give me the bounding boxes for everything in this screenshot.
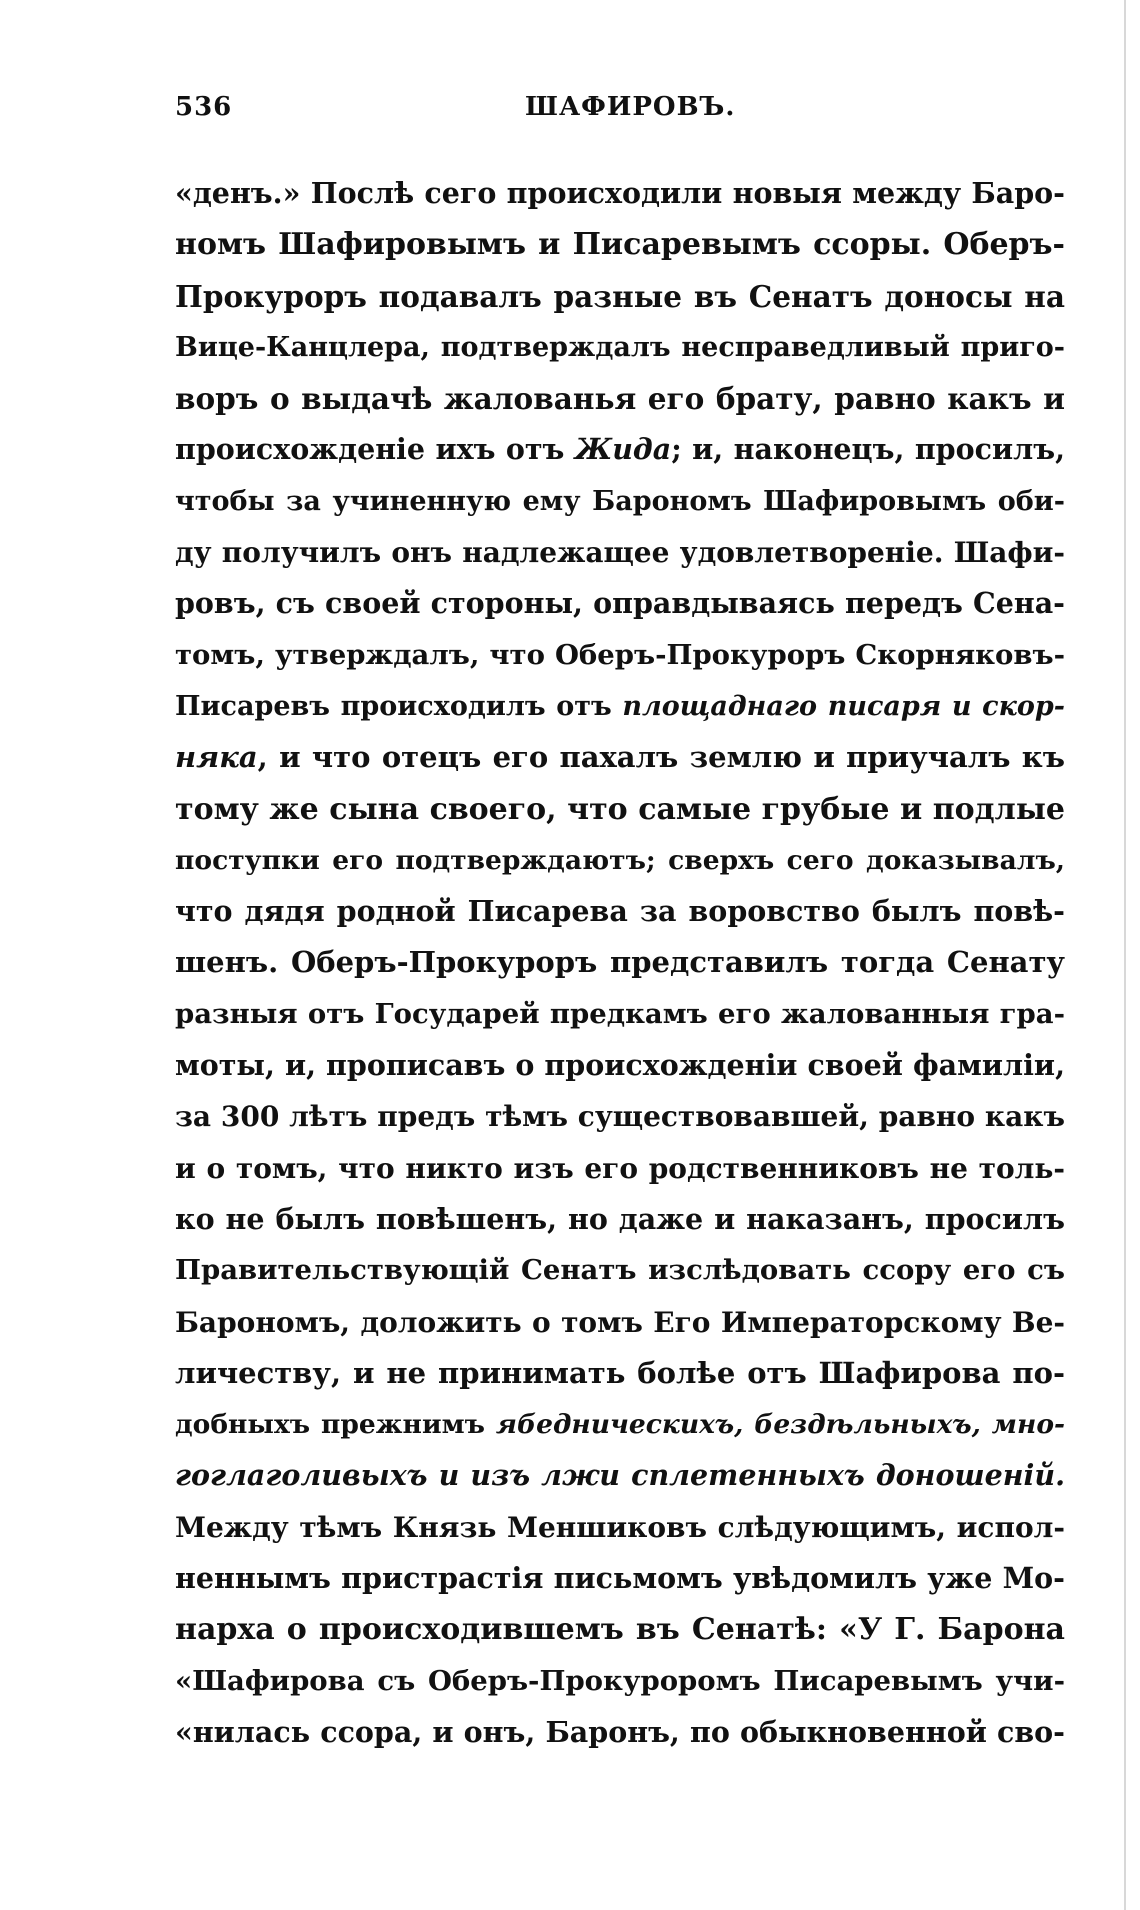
text-run: что дядя родной Писарева за воровство былъ повѣ-	[175, 894, 1065, 929]
text-run: моты, и, прописавъ о происхожденіи своей фамиліи,	[175, 1048, 1065, 1083]
text-run: происхожденіе ихъ отъ	[175, 432, 575, 467]
text-run: шенъ. Оберъ-Прокуроръ представилъ тогда Сенату	[175, 945, 1065, 980]
text-run: Прокуроръ подавалъ разные въ Сенатъ доносы на	[175, 278, 1065, 314]
text-run: нарха о происходившемъ въ Сенатѣ: «У Г. Барона	[175, 1612, 1065, 1648]
text-line	[175, 1040, 1065, 1091]
text-run: и о томъ, что никто изъ его родственниковъ не толь-	[175, 1151, 1065, 1185]
text-line	[175, 219, 1065, 270]
text-line	[175, 168, 1065, 219]
text-run: ; и, наконецъ, просилъ,	[671, 432, 1065, 467]
page-edge-rule	[1124, 0, 1126, 1910]
text-run: ровъ, съ своей стороны, оправдываясь передъ Сена-	[175, 586, 1065, 621]
text-line	[175, 1656, 1065, 1707]
text-run: Писаревъ происходилъ отъ	[175, 690, 623, 722]
text-line	[175, 424, 1065, 475]
text-run: поступки его подтверждаютъ; сверхъ сего доказывалъ,	[175, 844, 1065, 876]
text-run: добныхъ прежнимъ	[175, 1409, 496, 1441]
text-line	[175, 373, 1065, 424]
text-run: неннымъ пристрастія письмомъ увѣдомилъ уже Мо-	[175, 1561, 1065, 1596]
text-line	[175, 937, 1065, 988]
text-run: ду получилъ онъ надлежащее удовлетвореніе. Шафи-	[175, 536, 1065, 570]
text-line	[175, 1553, 1065, 1604]
text-line	[175, 1194, 1065, 1245]
text-line	[175, 1348, 1065, 1399]
text-line	[175, 1604, 1065, 1655]
text-line	[175, 1143, 1065, 1194]
text-line	[175, 1245, 1065, 1296]
text-run: Барономъ, доложить о томъ Его Императорскому Ве-	[175, 1305, 1065, 1339]
text-line	[175, 630, 1065, 681]
text-run: , и что отецъ его пахалъ землю и приучалъ къ	[257, 740, 1065, 775]
text-run: воръ о выдачѣ жалованья его брату, равно какъ и	[175, 381, 1065, 417]
text-line	[175, 1707, 1065, 1758]
text-line	[175, 886, 1065, 937]
text-line	[175, 578, 1065, 629]
text-line	[175, 1399, 1065, 1450]
page-number: 536	[175, 92, 233, 122]
text-run: Между тѣмъ Князь Меншиковъ слѣдующимъ, испол-	[175, 1510, 1065, 1544]
running-title: ШАФИРОВЪ.	[525, 92, 736, 122]
text-line	[175, 271, 1065, 322]
italic-text-run: няка	[175, 740, 258, 775]
text-line	[175, 527, 1065, 578]
text-line	[175, 1297, 1065, 1348]
text-run: Вице-Канцлера, подтверждалъ несправедливый приго-	[175, 331, 1065, 363]
italic-text-run: Жида	[574, 432, 672, 467]
page-header	[175, 92, 1065, 132]
text-line	[175, 1450, 1065, 1501]
text-line	[175, 732, 1065, 783]
text-run: номъ Шафировымъ и Писаревымъ ссоры. Оберъ-	[175, 227, 1065, 263]
text-line	[175, 681, 1065, 732]
text-run: Правительствующій Сенатъ изслѣдовать ссору его съ	[175, 1254, 1065, 1287]
text-line	[175, 784, 1065, 835]
text-line	[175, 476, 1065, 527]
text-run: чтобы за учиненную ему Барономъ Шафировымъ оби-	[175, 485, 1065, 517]
text-run: «денъ.» Послѣ сего происходили новыя между Баро-	[175, 176, 1065, 210]
text-run: разныя отъ Государей предкамъ его жалованныя гра-	[175, 997, 1065, 1030]
italic-text-run: площаднаго писаря и скор-	[622, 690, 1065, 722]
text-run: «нилась ссора, и онъ, Баронъ, по обыкновенной сво-	[175, 1714, 1065, 1749]
italic-text-run: гоглаголивыхъ и изъ лжи сплетенныхъ доношеній.	[175, 1458, 1065, 1493]
text-line	[175, 989, 1065, 1040]
text-run: личеству, и не принимать болѣе отъ Шафирова по-	[175, 1355, 1065, 1390]
text-run: «Шафирова съ Оберъ-Прокуроромъ Писаревымъ учи-	[175, 1664, 1065, 1697]
italic-text-run: ябедническихъ, бездѣльныхъ, мно-	[495, 1409, 1065, 1441]
text-line	[175, 1091, 1065, 1142]
text-line	[175, 835, 1065, 886]
text-line	[175, 1502, 1065, 1553]
text-run: за 300 лѣтъ предъ тѣмъ существовавшей, равно какъ	[175, 1100, 1065, 1134]
text-run: томъ, утверждалъ, что Оберъ-Прокуроръ Скорняковъ-	[175, 638, 1065, 671]
text-line	[175, 322, 1065, 373]
text-run: тому же сына своего, что самые грубые и подлые	[175, 791, 1065, 827]
text-run: ко не былъ повѣшенъ, но даже и наказанъ, просилъ	[175, 1201, 1065, 1236]
body-text	[175, 168, 1065, 1758]
